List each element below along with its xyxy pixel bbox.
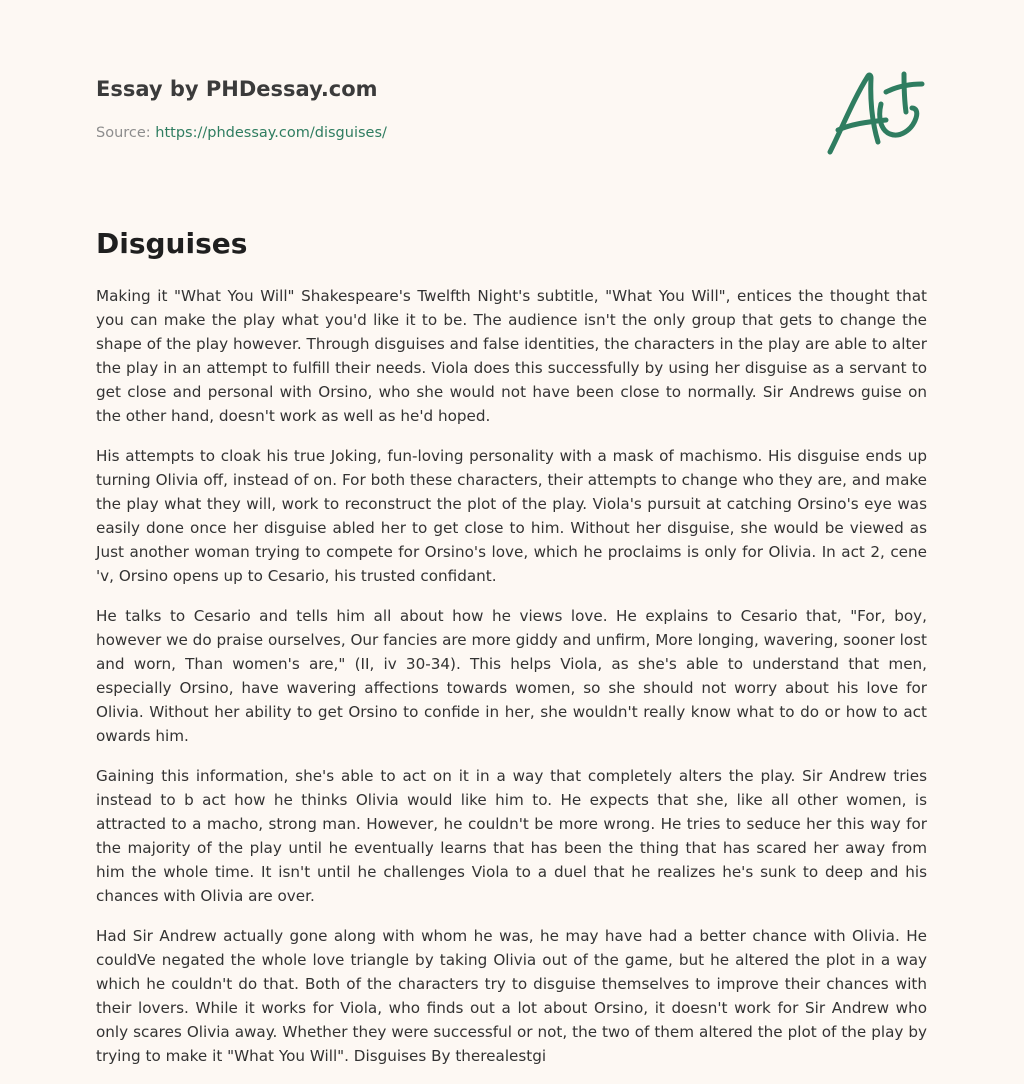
essay-paragraph: Making it "What You Will" Shakespeare's Twelfth Night's subtitle, "What You Will", entices the thought that you can make the play what you'd like it to be. The audience isn't the only group that gets to change the shape of the play however. Through disguises and false identities, the characters in the play are able to alter the play in an attempt to fulfill their needs. Viola does this successfully by using her disguise as a servant to get close and personal with Orsino, who she would not have been close to normally. Sir Andrews guise on the other hand, doesn't work as well as he'd hoped. bbox=[96, 287, 927, 425]
a-plus-logo-icon bbox=[824, 68, 928, 162]
essay-body bbox=[96, 284, 927, 1084]
essay-paragraph: Gaining this information, she's able to act on it in a way that completely alters the play. Sir Andrew tries instead to b act how he thinks Olivia would like him to. He expects that she, like all other women, is attracted to a macho, strong man. However, he couldn't be more wrong. He tries to seduce her this way for the majority of the play until he eventually learns that has been the thing that has scared her away from him the whole time. It isn't until he challenges Viola to a duel that he realizes he's sunk to deep and his chances with Olivia are over. bbox=[96, 767, 927, 905]
source-label: Source: bbox=[96, 125, 156, 141]
essay-paragraph: He talks to Cesario and tells him all about how he views love. He explains to Cesario that, "For, boy, however we do praise ourselves, Our fancies are more giddy and unfirm, More longing, wavering, sooner lost and worn, Than women's are," (II, iv 30-34). This helps Viola, as she's able to understand that men, especially Orsino, have wavering affections towards women, so she should not worry about his love for Olivia. Without her ability to get Orsino to confide in her, she wouldn't really know what to do or how to act owards him. bbox=[96, 607, 927, 745]
source-link[interactable]: https://phdessay.com/disguises/ bbox=[155, 125, 387, 141]
site-brand: Essay by PHDessay.com bbox=[96, 77, 378, 101]
essay-paragraph: His attempts to cloak his true Joking, fun-loving personality with a mask of machismo. His disguise ends up turning Olivia off, instead of on. For both these characters, their attempts to change who they are, and make the play what they will, work to reconstruct the plot of the play. Viola's pursuit at catching Orsino's eye was easily done once her disguise abled her to get close to him. Without her disguise, she would be viewed as Just another woman trying to compete for Orsino's love, which he proclaims is only for Olivia. In act 2, cene 'v, Orsino opens up to Cesario, his trusted confidant. bbox=[96, 447, 927, 585]
essay-title: Disguises bbox=[96, 227, 248, 260]
essay-paragraph: Had Sir Andrew actually gone along with whom he was, he may have had a better chance with Olivia. He couldVe negated the whole love triangle by taking Olivia out of the game, but he altered the plot in a way which he couldn't do that. Both of the characters try to disguise themselves to improve their chances with their lovers. While it works for Viola, who finds out a lot about Orsino, it doesn't work for Sir Andrew who only scares Olivia away. Whether they were successful or not, the two of them altered the plot of the play by trying to make it "What You Will". Disguises By therealestgi bbox=[96, 927, 927, 1065]
essay-header bbox=[96, 74, 926, 184]
source-line bbox=[96, 123, 387, 143]
